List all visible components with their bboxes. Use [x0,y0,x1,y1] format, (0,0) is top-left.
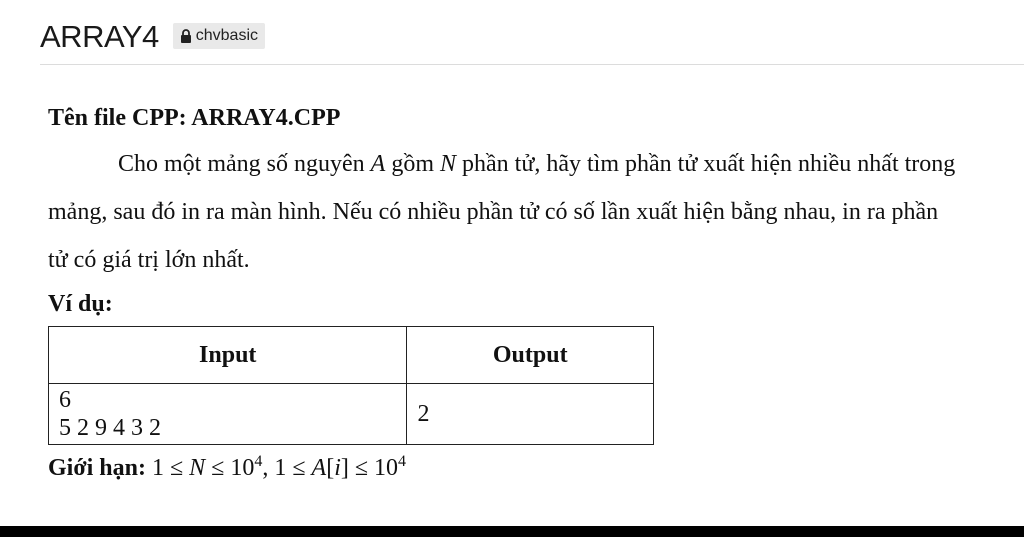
problem-statement [48,140,958,284]
header-divider [40,64,1024,65]
file-name-line: Tên file CPP: ARRAY4.CPP [48,105,341,131]
problem-header [40,14,265,58]
output-column-header: Output [407,327,654,384]
example-input-line: 5 2 9 4 3 2 [59,415,161,441]
author-badge[interactable] [173,23,265,49]
example-output-cell: 2 [407,384,654,445]
bottom-bar [0,526,1024,537]
lock-icon [180,29,192,43]
example-table [48,326,654,445]
example-input-cell [49,384,407,445]
constraints-math: $1 \le N \le 10^4$, $1 \le A[i] \le 10^4$ [151,453,407,481]
table-row [49,384,654,445]
problem-statement-text: Cho một mảng số nguyên A gồm N phần tử, hãy tìm phần tử xuất hiện nhiều nhất trong mảng, sau đó in ra màn hình. Nếu có nhiều phần tử có số lần xuất hiện bằng nhau, in ra phần tử có giá trị lớn nhất. [48,151,956,273]
problem-title: ARRAY4 [40,18,159,54]
constraints-line [48,445,968,479]
example-label: Ví dụ: [48,291,113,317]
input-column-header: Input [49,327,407,384]
example-table-header-row [49,327,654,384]
constraints-label: Giới hạn: [48,455,146,481]
author-badge-label: chvbasic [195,27,258,44]
problem-content [48,100,968,479]
example-input-line: 6 [59,387,71,413]
